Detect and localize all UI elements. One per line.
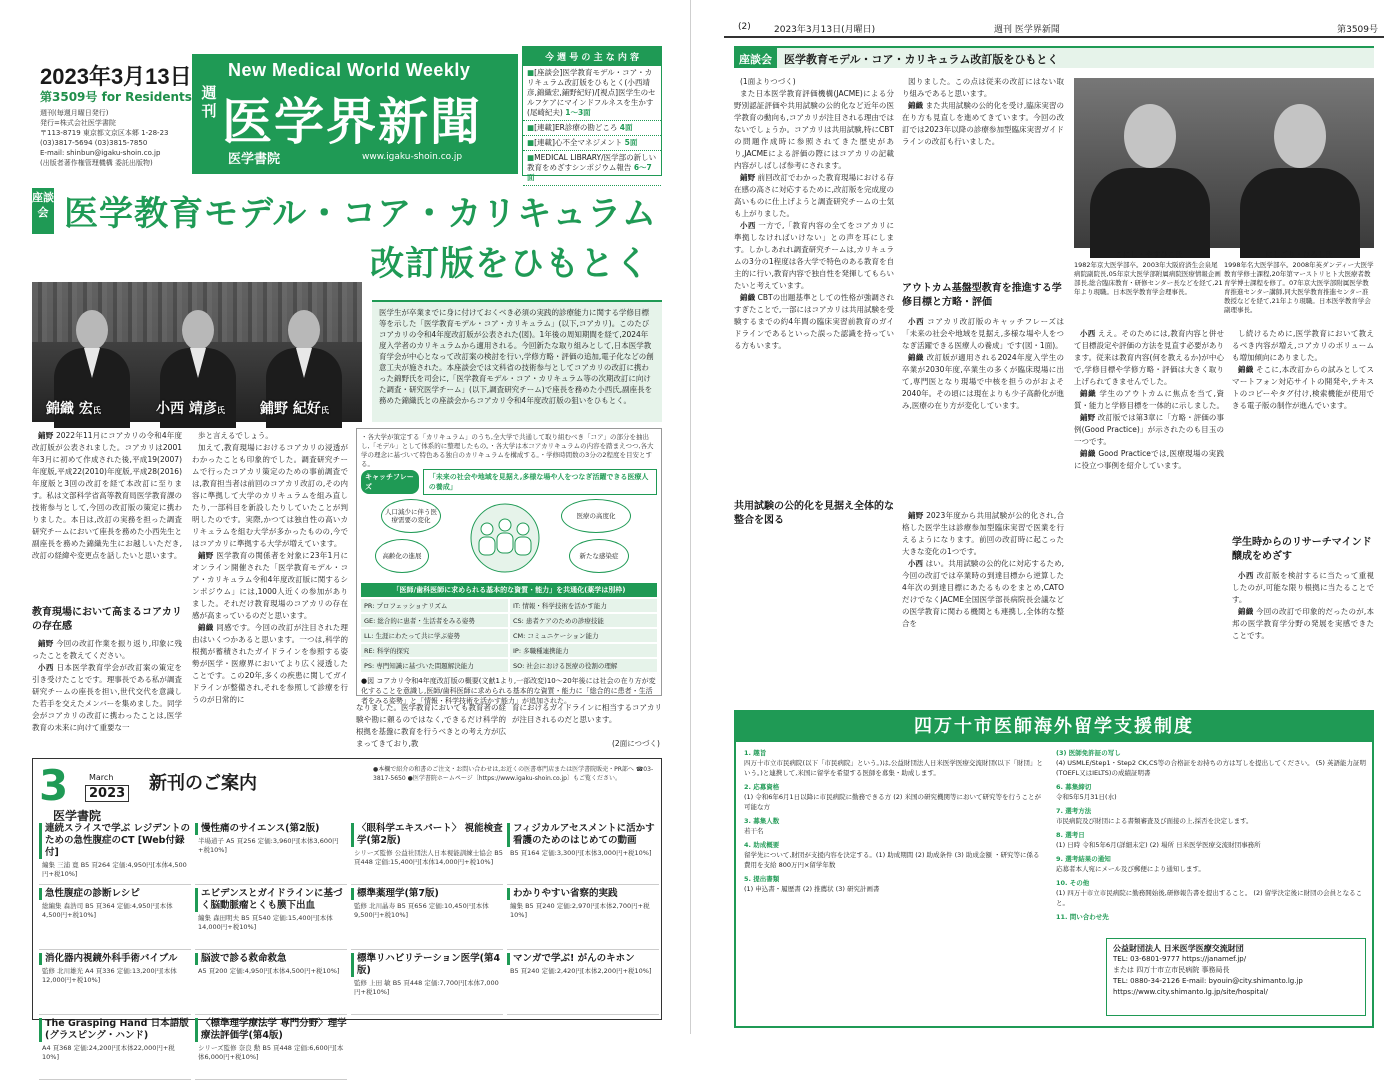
paragraph xyxy=(1074,412,1224,448)
book-meta: 監修 上田 敏 B5 頁448 定価:7,700円[本体7,000円+税10%] xyxy=(354,979,499,996)
ad-item xyxy=(1056,748,1366,778)
section-title: 医学教育モデル・コア・カリキュラム改訂版をひもとく xyxy=(784,53,1059,66)
publisher-info-line: 週刊(毎週月曜日発行) xyxy=(40,109,109,117)
book-title: 慢性痛のサイエンス(第2版) xyxy=(195,823,347,835)
book-meta: A4 頁368 定価:24,200円[本体22,000円+税10%] xyxy=(42,1044,175,1061)
article-column-4: 育におけるガイドラインに相当するコアカリが注目されるのだと思います。 xyxy=(512,703,662,724)
page-number: (2) xyxy=(738,22,751,32)
book-meta: 監修 北川晶寿 B5 頁656 定価:10,450円[本体9,500円+税10%] xyxy=(354,902,489,919)
publisher-info-line: 発行=株式会社医学書院 xyxy=(40,119,116,127)
publisher-url[interactable]: www.igaku-shoin.co.jp xyxy=(362,152,463,162)
book-listing[interactable] xyxy=(39,953,191,1015)
book-title: The Grasping Hand 日本語版(グラスピング・ハンド) xyxy=(39,1018,191,1042)
paragraph-text: 歩と言えるでしょう。 xyxy=(198,431,273,440)
paragraph-text: (1面よりつづく) xyxy=(740,77,796,86)
ad-item-text: (1) 令和6年6月1日以降に市民病院に勤務できる方 (2) 米国の研究機関等において研究等を行うことが可能な方 xyxy=(744,793,1042,811)
ad-item-text: 留学先について,財団が支援内容を決定する。(1) 助成期間 (2) 助成条件 (3) 助成金額 ・研究等に係る費用を支給 800万円×留学年数 xyxy=(744,851,1040,869)
book-title: エビデンスとガイドラインに基づく脳動脈瘤とくも膜下出血 xyxy=(195,888,347,912)
competency-item: SO: 社会における医療の役割の理解 xyxy=(510,659,657,672)
catchphrase-tag: キャッチフレーズ xyxy=(361,470,419,494)
paragraph-text: 改訂版を検討するに当たって重視したのが,可能な限り根拠に当たることです。 xyxy=(1232,571,1374,604)
paragraph xyxy=(1232,570,1374,606)
month-badge: 3 March 2023 xyxy=(35,765,145,805)
speaker-name: 錦織 xyxy=(1238,365,1254,374)
paragraph xyxy=(1074,388,1224,412)
paragraph-text: コアカリ改訂版のキャッチフレーズは「未来の社会や地域を見据え,多様な場や人をつなぎ活躍できる医療人の養成」です(図・1面)。 xyxy=(902,317,1065,350)
ad-item xyxy=(1056,912,1366,922)
book-meta: 監修 北川雄光 A4 頁336 定価:13,200円[本体12,000円+税10%] xyxy=(42,967,177,984)
book-title: 〈眼科学エキスパート〉 視能検査学(第2版) xyxy=(351,823,503,847)
publisher-info-line: (03)3817-5694 (03)3815-7850 xyxy=(40,139,148,147)
book-listing[interactable] xyxy=(39,888,191,950)
publisher-info xyxy=(40,108,190,168)
toc-item[interactable]: ■MEDICAL LIBRARY/医学部の新しい教育をめざすシンポジウム報告 6〜7面 xyxy=(523,151,661,186)
book-title: 標準リハビリテーション医学(第4版) xyxy=(351,953,503,977)
headline-line-2: 改訂版をひもとく xyxy=(370,244,650,284)
competency-item: CS: 患者ケアのための診療技能 xyxy=(510,614,657,627)
paragraph xyxy=(902,558,1064,630)
competency-heading: 「医師/歯科医師に求められる基本的な資質・能力」を共通化(薬学は別枠) xyxy=(361,583,657,597)
article-column-4 xyxy=(1232,328,1374,528)
ad-item-heading: 3. 募集人数 xyxy=(744,817,780,825)
paragraph xyxy=(32,430,182,562)
issue-date: 2023年3月13日 xyxy=(40,64,192,89)
masthead-banner xyxy=(192,54,518,174)
speaker-name: 小西 xyxy=(38,663,54,672)
book-listing[interactable] xyxy=(507,888,659,950)
figure-bubble: 新たな感染症 xyxy=(569,539,629,573)
new-books-section xyxy=(32,758,662,1061)
book-meta: 総編集 森浩司 B5 頁364 定価:4,950円[本体4,500円+税10%] xyxy=(42,902,173,919)
ad-item-heading: 6. 募集締切 xyxy=(1056,783,1092,791)
page-header xyxy=(724,18,1384,38)
speaker-name: 錦織 xyxy=(908,353,924,362)
paragraph xyxy=(32,662,182,734)
books-title: 新刊のご案内 xyxy=(149,773,257,794)
book-title: 連続スライスで学ぶ レジデントのための急性腹症のCT [Web付録付] xyxy=(39,823,191,859)
paragraph-text: 2022年11月にコアカリの令和4年度改訂版が公表されました。コアカリは2001年3月に初めて作成された後,平成19(2007)年度版,平成22(2010)年度版,平成28(2016)年度版と3回の改訂を経て本改訂に至ります。私は文部科学省高等教育局医学教育課の技術参与として,今回の改訂版の策定に携わりました。本日は,改訂の実務を担った調査研究チームにおいて座長を務めた小西先生と副座長を務めた錦織先生にお越しいただき,改訂の経緯や変更点を話したいと思います。 xyxy=(32,431,182,560)
speaker-name: 小西 xyxy=(908,559,924,568)
article-column-1 xyxy=(734,76,894,700)
lead-paragraph: 医学生が卒業までに身に付けておくべき必須の実践的診療能力に関する学修目標等を示した「医学教育モデル・コア・カリキュラム」(以下,コアカリ)。このたびコアカリの令和4年度改訂版が公表された(図)。1年後の周知期間を経て,2024年度入学者のカリキュラムから適用される。今回新たな取り組みとして,日本医学教育学会が中心となって改訂案の検討を行い,学修方略・評価の追加,電子化などの創意工夫が施された。本座談会では文科省の技術参与としてコアカリの改訂に携わった錦野氏を司会に,「医学教育モデル・コア・カリキュラム等の次期改訂に向けた調査・研究医学チーム」(以下,調査研究チーム)で座長を務めた小西氏,副座長を務めた錦織氏との座談会からコアカリ令和4年度改訂版の狙いをひもとく。 xyxy=(372,300,662,422)
speaker-name: 鋪野 xyxy=(198,551,214,560)
portrait-nishigori xyxy=(1224,78,1374,248)
book-title: 〈標準理学療法学 専門分野〉理学療法評価学(第4版) xyxy=(195,1018,347,1042)
book-listing[interactable] xyxy=(351,888,503,950)
book-listing[interactable] xyxy=(507,953,659,1015)
subheading: 教育現場において高まるコアカリの存在感 xyxy=(32,607,182,632)
figure-caption: ●図 コアカリ令和4年度改訂版の概要(文献1より,一部改変)10〜20年後には社会の在り方が変化することを意識し,医師/歯科医師に求められる基本的な資質・能力に「総合的に患者・生活者をみる姿勢」と「情報・科学技術を活かす能力」が追加された。 xyxy=(361,677,656,705)
book-title: フィジカルアセスメントに活かす 看護のためのはじめての動画 xyxy=(507,823,659,847)
ad-item xyxy=(1056,806,1366,826)
header-paper: 週刊 医学界新聞 xyxy=(994,25,1060,35)
ad-item xyxy=(744,748,1044,778)
paragraph xyxy=(1232,606,1374,642)
books-note: ●本欄で紹介の和書のご注文・お問い合わせは,お近くの医書専門店または医学書院販売・PR部へ ☎03-3817-5650 ●医学書院ホームページ〔https://www.igaku-shoin.co.jp〕もご覧ください。 xyxy=(373,766,654,782)
book-listing[interactable] xyxy=(39,823,191,885)
book-listing[interactable] xyxy=(507,823,659,885)
ad-contact: 公益財団法人 日米医学医療交流財団 TEL: 03-6801-9777 https://janamef.jp/ または 四万十市立市民病院 事務局長 TEL: 0880-34-2126 E-mail: byouin@city.shimanto.lg.jp https://www.city.shimanto.lg.jp/site/hospital/ xyxy=(1106,938,1366,1016)
book-meta: 編集 B5 頁240 定価:2,970円[本体2,700円+税10%] xyxy=(510,902,650,919)
book-meta: シリーズ監修 奈良 勲 B5 頁448 定価:6,600円[本体6,000円+税10%] xyxy=(198,1044,344,1061)
ad-item-heading: 4. 助成概要 xyxy=(744,841,780,849)
book-meta: シリーズ監修 公益社団法人日本視能訓練士協会 B5 頁448 定価:15,400円[本体14,000円+税10%] xyxy=(354,849,503,866)
article-column-2 xyxy=(192,430,348,752)
paragraph-text: 改訂版が適用される2024年度入学生の卒業が2030年度,卒業生の多くが臨床現場に出て,専門医となり現場で中核を担うのがおよそ2040年。その頃には現在よりも少子高齢化が進み,医療の在り方が変化しています。 xyxy=(902,353,1064,410)
book-title: わかりやすい省察的実践 xyxy=(507,888,659,900)
paragraph xyxy=(1232,328,1374,364)
newspaper-title: 医学界新聞 xyxy=(222,92,482,151)
curriculum-figure xyxy=(356,428,662,705)
article-column-3 xyxy=(1074,328,1224,700)
speaker-name: 錦織 xyxy=(1080,389,1097,398)
bio-nishigori: にしごり・ひろし氏 1998年名大医学部卒。2008年英ダンディー大医学教育学修士課程,20年第マーストリヒト大医療者教育学博士課程を修了。07年京大医学部附属医学教育推進センター講師,同大医学教育推進センター准教授などを経て,21年より現職。日本医学教育学会副理事長。 xyxy=(1224,250,1374,314)
paragraph-text: そこに,本改訂からの試みとしてスマートフォン対応サイトの開発や,テキストのコピーやタグ付け,検索機能が使用できる電子版の制作が進んでいます。 xyxy=(1232,365,1374,410)
book-meta: 編集 森田明夫 B5 頁540 定価:15,400円[本体14,000円+税10%] xyxy=(198,914,333,931)
book-title: 消化器内視鏡外科手術バイブル xyxy=(39,953,191,965)
book-title: 脳波で診る救命救急 xyxy=(195,953,347,965)
paragraph xyxy=(1232,364,1374,412)
weekly-label: 週刊 xyxy=(201,84,217,120)
front-page xyxy=(22,10,662,1061)
paragraph-text: CBTの出題基準としての性格が強調されすぎたことで,一部にはコアカリは共用試験を受験するまでの約4年間の臨床実習前教育のガイドラインであるといった誤った認識を持っている方もいます。 xyxy=(734,293,895,350)
article-column-2b xyxy=(902,316,1064,504)
page-spine xyxy=(690,0,691,1034)
people-illustration xyxy=(457,501,553,575)
subheading: 共用試験の公的化を見据え全体的な整合を図る xyxy=(734,501,894,526)
paragraph xyxy=(1074,328,1224,388)
headline-line-1: 医学教育モデル・コア・カリキュラム xyxy=(64,194,657,234)
subheading: 学生時からのリサーチマインド醸成をめざす xyxy=(1232,537,1372,562)
paragraph xyxy=(192,622,348,706)
speaker-name: 小西 xyxy=(908,317,925,326)
paragraph-text: Good Practiceでは,医療現場の実践に役立つ事例を紹介しています。 xyxy=(1074,449,1224,470)
competency-item: PR: プロフェッショナリズム xyxy=(361,599,508,612)
roundtable-photo xyxy=(32,282,362,422)
competency-item: IP: 多職種連携能力 xyxy=(510,644,657,657)
book-meta: 半場道子 A5 頁256 定価:3,960円[本体3,600円+税10%] xyxy=(198,837,339,854)
paragraph xyxy=(902,76,1064,100)
ad-item-heading: 11. 問い合わせ先 xyxy=(1056,913,1109,921)
paragraph-text: 改訂版では第3章に「方略・評価の事例(Good Practice)」が示されたのも目玉の一つです。 xyxy=(1074,413,1224,446)
speaker-name: 小西 xyxy=(1080,329,1096,338)
continued-note: (2面につづく) xyxy=(612,739,660,748)
ad-item xyxy=(1056,830,1366,850)
main-headline xyxy=(32,186,662,284)
speaker-name: 鋪野 xyxy=(38,431,54,440)
portrait-konishi xyxy=(1074,78,1224,248)
speaker-name: 錦織 xyxy=(198,623,214,632)
figure-bubble: 高齢化の進展 xyxy=(375,539,429,573)
competency-grid xyxy=(361,599,657,672)
paragraph-text: 前回改訂でわかった教育現場における存在感の高さに対応するために,改訂版を完成度の高いものに仕上げようと調査研究チームの士気も上がりました。 xyxy=(734,173,895,218)
figure-notes: ・各大学が策定する「カリキュラム」のうち,全大学で共通して取り組むべき「コア」の部分を抽出し,「モデル」として体系的に整理したもの。・各大学は本コアカリキュラムの内容を踏まえつつ,各大学の理念に基づいて特色ある独自のカリキュラムを構成する。・学修時間数の3分の2程度を目安とする。 xyxy=(361,433,654,468)
competency-item: IT: 情報・科学技術を活かす能力 xyxy=(510,599,657,612)
page-two xyxy=(724,10,1384,1024)
figure-bubble: 人口減少に伴う医療需要の変化 xyxy=(381,499,441,533)
book-listing[interactable] xyxy=(39,1018,191,1080)
paragraph-text: 同感です。今回の改訂が注目された理由はいくつかあると思います。一つは,科学的根拠が蓄積されたガイドラインを参照する姿勢が医学・医療界においてより広く浸透したことです。この20年,多くの疾患に関してガイドラインが整備され,それを参照して診療を行うのが日常的に xyxy=(192,623,348,704)
book-listing[interactable] xyxy=(195,823,347,885)
paragraph-text: また共用試験の公的化を受け,臨床実習の在り方も見直しを進めてきています。今回の改訂では2023年以降の診療参加型臨床実習ガイドラインの改訂も行いました。 xyxy=(902,101,1065,146)
toc-item[interactable]: ■[連載]ER診療の勘どころ 4面 xyxy=(523,121,661,136)
issue-number: 第3509号 for Residents xyxy=(40,90,192,104)
ad-item-heading: 8. 選考日 xyxy=(1056,831,1085,839)
ad-item xyxy=(1056,878,1366,908)
section-tag: 座談会 xyxy=(734,48,777,68)
ad-item-text: 市民病院及び財団による書類審査及び面接の上,採否を決定します。 xyxy=(1056,817,1253,825)
paragraph xyxy=(902,100,1064,148)
article-column-1b xyxy=(32,638,182,752)
headline-tag: 座談会 xyxy=(32,188,54,234)
paragraph-text: 今回の改訂で印象的だったのが,本邦の医学教育学分野の発展を実感できたことです。 xyxy=(1232,607,1374,640)
ad-item-heading: (3) 医師免許証の写し xyxy=(1056,749,1121,757)
book-listing[interactable] xyxy=(195,953,347,1015)
toc-item[interactable]: ■[座談会]医学教育モデル・コア・カリキュラム改訂版をひもとく(小西靖彦,錦織宏,鋪野紀好)/[視点]医学生のセルフケアにマインドフルネスを生かす(尾崎紀夫) 1〜3面 xyxy=(523,66,661,121)
paragraph-text: 医学教育の関係者を対象に23年1月にオンライン開催された「医学教育モデル・コア・カリキュラム令和4年度改訂版に関するシンポジウム」には,1000人近くの参加がありました。それだけ教育現場のコアカリの存在感が高まっているのだと思います。 xyxy=(192,551,348,620)
ad-item xyxy=(744,840,1044,870)
paragraph xyxy=(734,172,894,220)
paragraph xyxy=(1074,448,1224,472)
header-issue: 第3509号 xyxy=(1337,25,1378,35)
title-english: New Medical World Weekly xyxy=(228,60,471,80)
book-meta: B5 頁164 定価:3,300円[本体3,000円+税10%] xyxy=(510,849,652,857)
paragraph xyxy=(192,430,348,442)
publisher-info-line: (出版者著作権管理機構 委託出版物) xyxy=(40,159,153,167)
speaker-name: 小西 xyxy=(1238,571,1254,580)
masthead xyxy=(32,46,518,176)
article-column-1 xyxy=(32,430,182,596)
publisher-info-line: 〒113-8719 東京都文京区本郷 1-28-23 xyxy=(40,129,169,137)
study-abroad-ad xyxy=(734,710,1374,1028)
article-column-2c xyxy=(902,510,1064,700)
paragraph-text: また日本医学教育評価機構(JACME)による分野別認証評価や共用試験の公的化など近年の医学教育の動向も,コアカリが注目される理由ではないでしょうか。コアカリは共用試験,特にCBTの問題作成時に参照されてきた歴史があり,JACMEによる評価の際にはコアカリの記載内容がしばしば参考にされます。 xyxy=(734,89,894,170)
book-listing[interactable] xyxy=(195,888,347,950)
ad-item-heading: 1. 趣旨 xyxy=(744,749,767,757)
competency-item: GE: 総合的に患者・生活者をみる姿勢 xyxy=(361,614,508,627)
ad-item-heading: 2. 応募資格 xyxy=(744,783,780,791)
ad-item-heading: 9. 選考結果の通知 xyxy=(1056,855,1111,863)
speaker-name: 鋪野 xyxy=(908,511,924,520)
ad-item-heading: 7. 選考方法 xyxy=(1056,807,1092,815)
speaker-name: 鋪野 xyxy=(38,639,54,648)
ad-item xyxy=(744,816,1044,836)
book-listing[interactable] xyxy=(351,823,503,885)
speaker-name: 小西 xyxy=(740,221,756,230)
paragraph-text: はい。共用試験の公的化に対応するため,今回の改訂では卒業時の到達目標から逆算した4年次の到達目標にあたるものをまとめ,CATOだけでなくJACME全国医学部長病院長会議などの医学教育に関わる機関とも連携し,全体的な整合を xyxy=(902,559,1065,628)
paragraph-text: 加えて,教育現場におけるコアカリの浸透がわかったことも印象的でした。調査研究チームで行ったコアカリ策定のための事前調査では,教育担当者は前回のコアカリ改訂の,その内容に準拠して大学のカリキュラムを組み直したり,一部科目を新設したりしていたことが判明したのです。実際,かつては独自性の高いカリキュラムを組む大学が多かったものの,今ではコアカリに準拠する大学が増えています。 xyxy=(192,443,348,548)
speaker-name: 鋪野 xyxy=(1080,413,1096,422)
paragraph xyxy=(192,442,348,550)
ad-item xyxy=(744,874,1044,894)
catchphrase xyxy=(361,473,657,491)
paragraph-text: し続けるために,医学教育において教えるべき内容が増え,コアカリのボリュームも増加傾向にありました。 xyxy=(1232,329,1374,362)
bio-konishi: こにし・やすひこ氏 1982年京大医学部卒。2003年大阪府済生会泉尾病院副院長,05年京大医学部附属病院医療情報企画部長,総合臨床教育・研修センター長などを経て,21年より現職。日本医学教育学会理事長。 xyxy=(1074,250,1223,296)
toc-heading: 今 週 号 の 主 な 内 容 xyxy=(523,47,661,66)
figure-illustration xyxy=(361,495,657,579)
ad-item-text: 四万十市立市民病院(以下「市民病院」という。)は,公益財団法人日米医学医療交流財団(以下「財団」という。)と連携して,米国に留学を希望する医師を募集・助成します。 xyxy=(744,759,1043,777)
speaker-name: 錦織 xyxy=(740,293,756,302)
speaker-name: 錦織 xyxy=(908,101,924,110)
ad-item-text: 令和5年5月31日(水) xyxy=(1056,793,1117,801)
table-of-contents xyxy=(522,46,662,182)
paragraph-text: 図りました。この点は従来の改訂にはない取り組みであると思います。 xyxy=(902,77,1064,98)
publisher-info-line: E-mail: shinbun@igaku-shoin.co.jp xyxy=(40,149,161,157)
competency-item: LL: 生涯にわたって共に学ぶ姿勢 xyxy=(361,629,508,642)
paragraph-text: 学生のアウトカムに焦点を当て,資質・能力と学修目標を一体的に示しました。 xyxy=(1074,389,1224,410)
ad-item-heading: 10. その他 xyxy=(1056,879,1090,887)
paragraph xyxy=(192,550,348,622)
book-meta: 編集 三浦 寛 B5 頁264 定価:4,950円[本体4,500円+税10%] xyxy=(42,861,187,878)
ad-item-heading: 5. 提出書類 xyxy=(744,875,780,883)
photo-caption: 錦織 宏氏 xyxy=(46,401,101,417)
ad-item-text: (1) 四万十市立市民病院に勤務開始後,研修報告書を提出すること。 (2) 留学決定後に財団の会員となること。 xyxy=(1056,889,1363,907)
paragraph-text: 2023年度から共用試験が公的化され,合格した医学生は診療参加型臨床実習で医業を行えるようになります。前回の改訂時に起こった大きな変化の1つです。 xyxy=(902,511,1065,556)
paragraph-text: 日本医学教育学会が改訂案の策定を引き受けたことです。理事長である私が調査研究チームの座長を担い,世代交代を意識した若手を交えたメンバーを集めました。同学会がコアカリの改訂に携わったことは,医学教育の未来に向けて重要な一 xyxy=(32,663,183,732)
paragraph xyxy=(32,638,182,662)
ad-item-text: (1) 申込書・履歴書 (2) 推薦状 (3) 研究計画書 xyxy=(744,885,880,893)
paragraph-text: 今回の改訂作業を振り返り,印象に残ったことを教えてください。 xyxy=(32,639,182,660)
photo-caption: 小西 靖彦氏 xyxy=(156,401,225,417)
ad-item-text: 若干名 xyxy=(744,827,764,835)
paragraph xyxy=(734,76,894,88)
paragraph xyxy=(902,510,1064,558)
paragraph xyxy=(902,316,1064,352)
ad-item xyxy=(744,782,1044,812)
catchphrase-text: 「未来の社会や地域を見据え,多様な場や人をつなぎ活躍できる医療人の養成」 xyxy=(423,469,657,495)
paragraph-text: ええ。そのためには,教育内容と併せて目標設定や評価の方法を見直す必要があります。従来は教育内容(何を教えるか)が中心で,学修目標や学修方略・評価は大きく取り上げられてきませんでした。 xyxy=(1074,329,1225,386)
book-title: 急性腹症の診断レシピ xyxy=(39,888,191,900)
books-publisher: 医学書院 xyxy=(53,809,102,823)
article-column-4b xyxy=(1232,570,1374,700)
book-listing[interactable] xyxy=(195,1018,347,1080)
toc-item[interactable]: ■[連載]心不全マネジメント 5面 xyxy=(523,136,661,151)
publisher-logo: 医学書院 xyxy=(228,152,281,167)
section-bar xyxy=(734,46,1374,68)
ad-title: 四万十市医師海外留学支援制度 xyxy=(736,712,1372,742)
competency-item: RE: 科学的探究 xyxy=(361,644,508,657)
header-date: 2023年3月13日(月曜日) xyxy=(774,25,876,35)
ad-item-text: 応募者本人宛にメール及び郵便により通知します。 xyxy=(1056,865,1205,873)
paragraph xyxy=(734,292,894,352)
book-listing[interactable] xyxy=(351,953,503,1015)
book-title: 標準薬理学(第7版) xyxy=(351,888,503,900)
figure-bubble: 医療の高度化 xyxy=(561,499,631,533)
paragraph xyxy=(902,352,1064,412)
paragraph xyxy=(734,220,894,292)
subheading: アウトカム基盤型教育を推進する学修目標と方略・評価 xyxy=(902,283,1062,308)
books-grid xyxy=(39,823,659,1061)
speaker-name: 鋪野 xyxy=(740,173,756,182)
article-column-3: なりました。医学教育においても教育者の経験や勘に頼るのではなく,できるだけ科学的根拠を基盤に教育を行うべきとの考え方が広まってきており,教 xyxy=(356,703,506,748)
ad-item-text: (1) 日時 令和5年6月(詳細未定) (2) 場所 日米医学医療交流財団事務所 xyxy=(1056,841,1261,849)
ad-column-1 xyxy=(744,748,1044,1020)
paragraph-text: 一方で,「教育内容の全てをコアカリに準拠しなければいけない」との声を耳にします。しかしあれれ調査研究チームは,カリキュラムの3分の1程度は各大学で特色のある教育を自主的に行い,教育内容で独自性を発揮してもらいたいと考えています。 xyxy=(734,221,895,290)
photo-caption: 鋪野 紀好氏 xyxy=(260,401,329,417)
speaker-name: 錦織 xyxy=(1080,449,1096,458)
ad-url[interactable]: https://www.city.shimanto.lg.jp/site/hospital/ xyxy=(1113,988,1268,996)
ad-item xyxy=(1056,854,1366,874)
ad-item xyxy=(1056,782,1366,802)
paragraph xyxy=(734,88,894,172)
book-title: マンガで学ぶ! がんのキホン xyxy=(507,953,659,965)
competency-item: CM: コミュニケーション能力 xyxy=(510,629,657,642)
ad-column-2 xyxy=(1056,748,1366,934)
competency-item: PS: 専門知識に基づいた問題解決能力 xyxy=(361,659,508,672)
ad-item-text: (4) USMLE/Step1・Step2 CK,CS等の合格証をお持ちの方は写しを提出してください。 (5) 英語能力証明(TOEFL又はIELTS)の成績証明書 xyxy=(1056,759,1366,777)
book-meta: A5 頁200 定価:4,950円[本体4,500円+税10%] xyxy=(198,967,340,975)
book-meta: B5 頁240 定価:2,420円[本体2,200円+税10%] xyxy=(510,967,652,975)
speaker-name: 錦織 xyxy=(1238,607,1254,616)
